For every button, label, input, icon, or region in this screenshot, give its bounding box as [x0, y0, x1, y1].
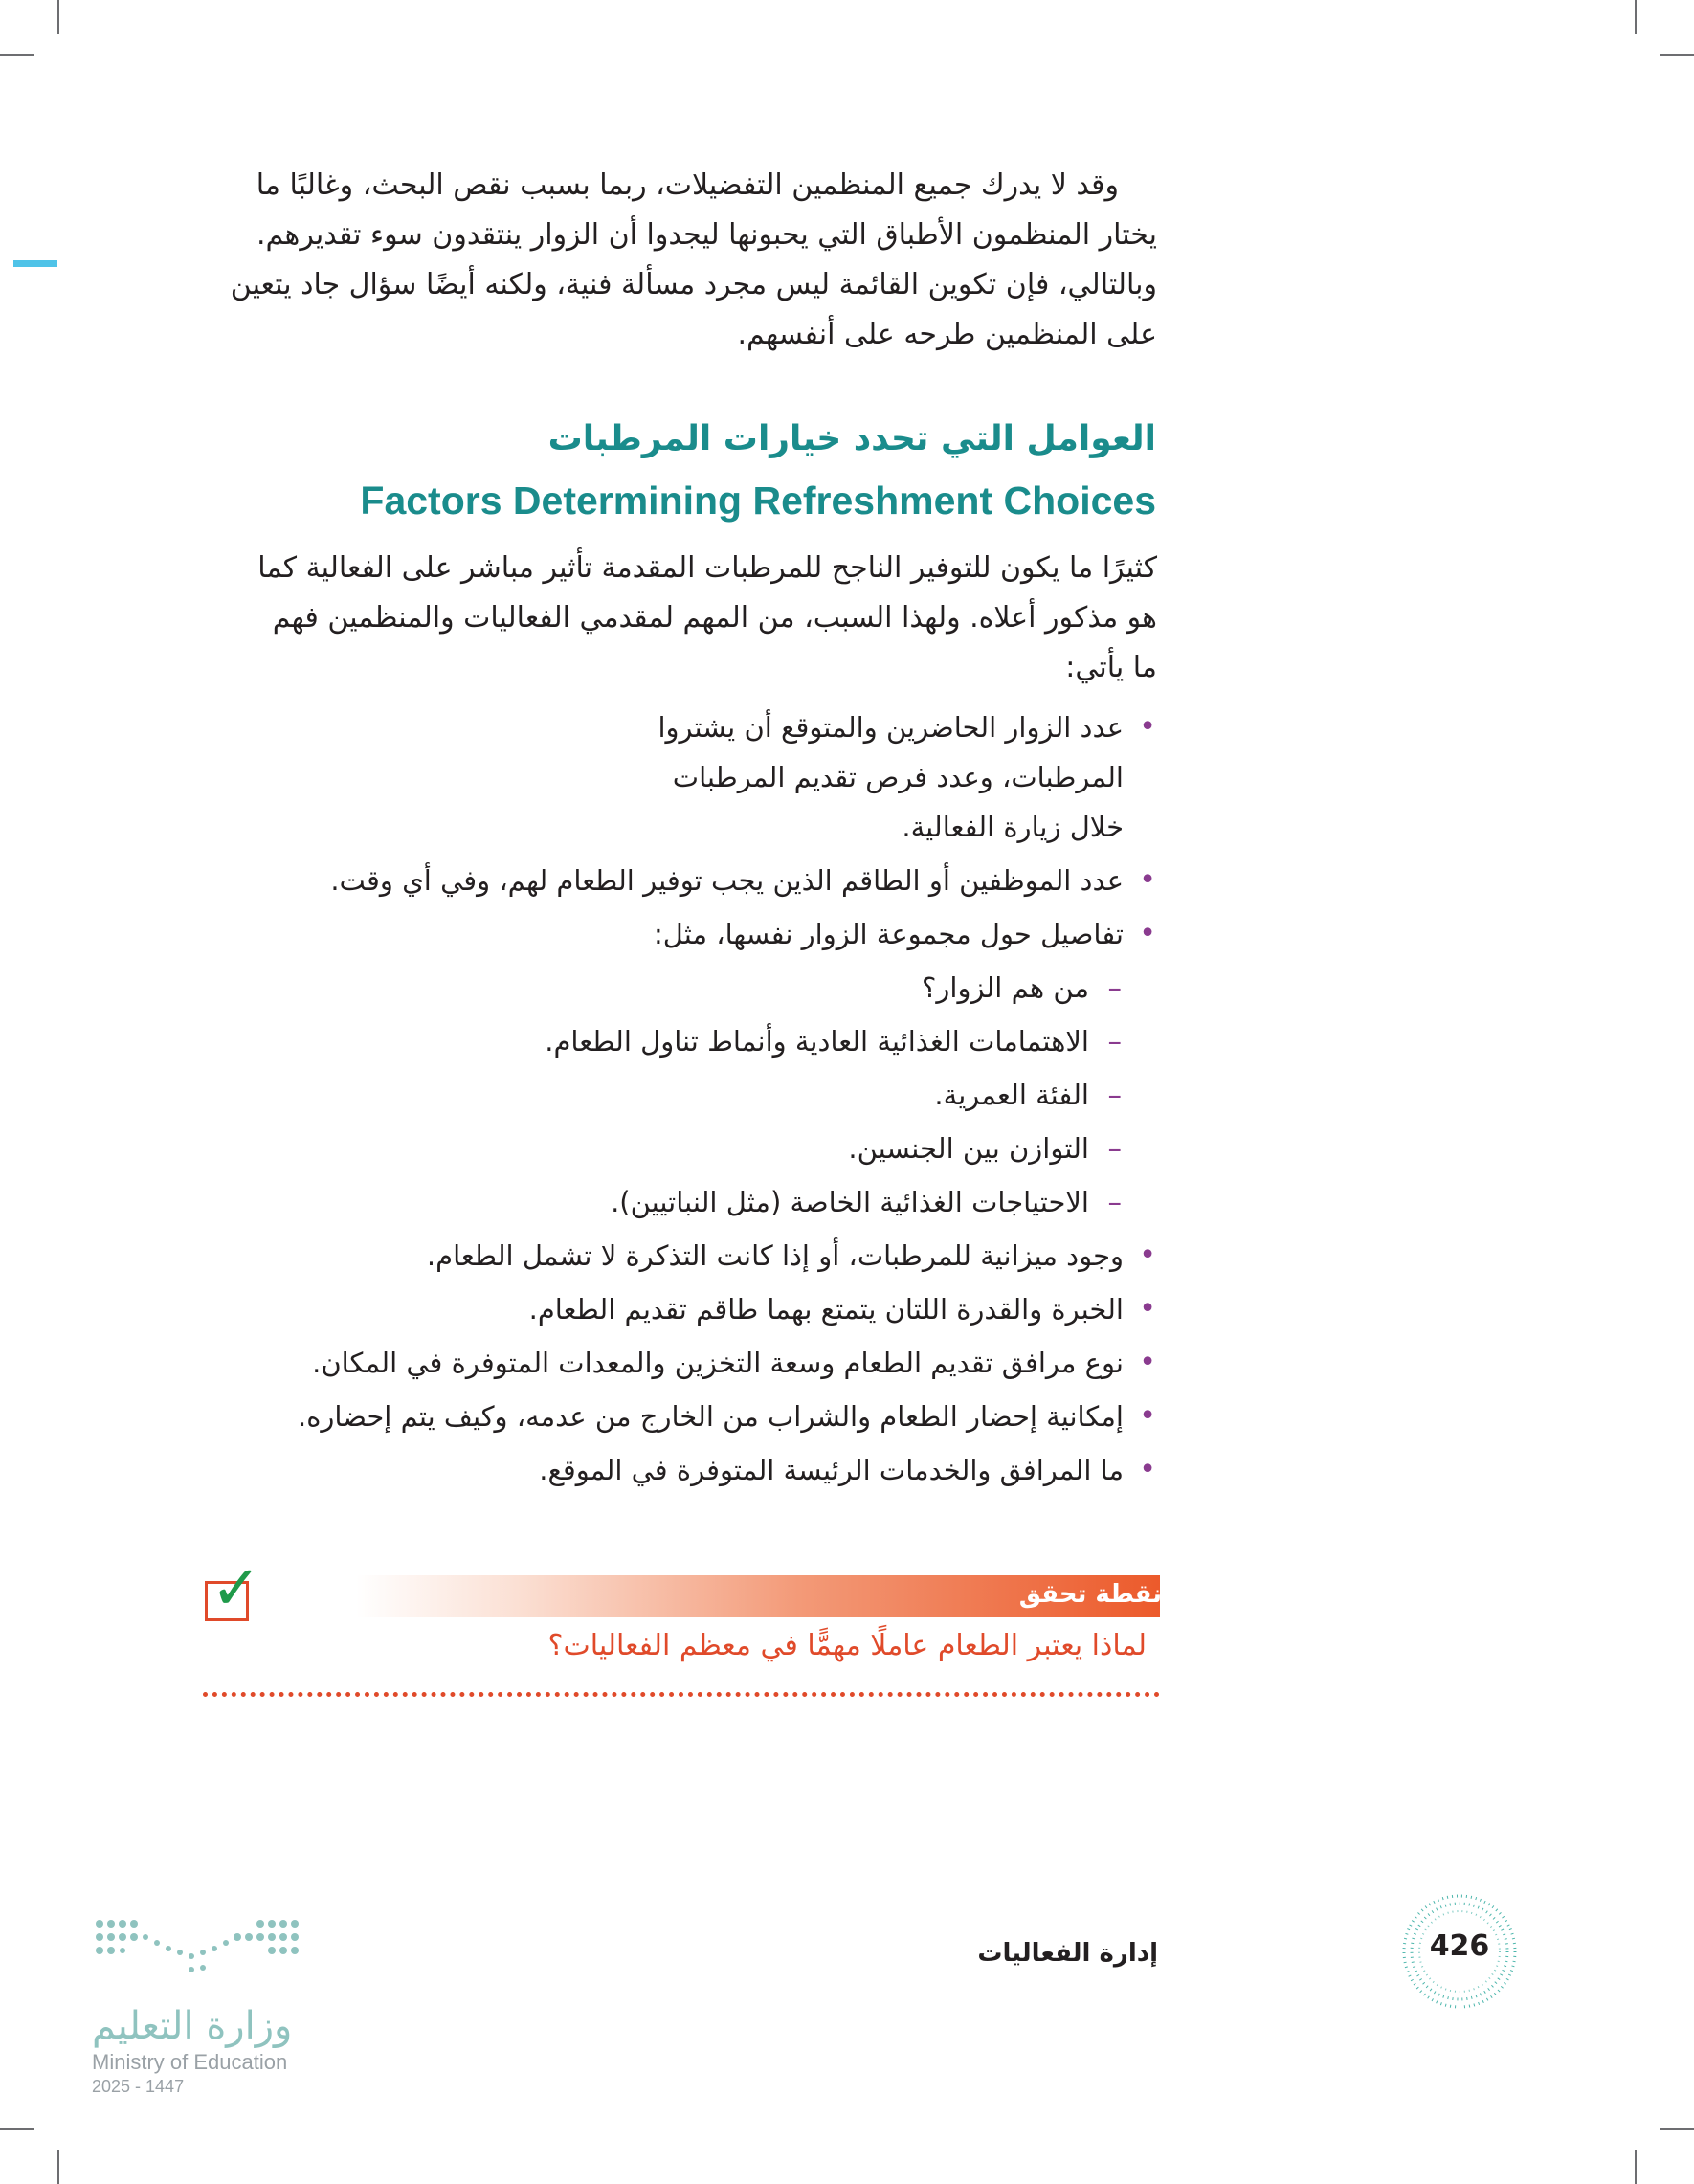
sub-list-item [200, 963, 1158, 1013]
list-item [200, 1284, 1158, 1334]
crop-mark [1635, 0, 1637, 34]
list-item [200, 702, 1158, 852]
intro-line: وقد لا يدرك جميع المنظمين التفضيلات، ربما بسبب نقص البحث، وغالبًا ما [256, 168, 1119, 202]
dash-icon: – [1107, 971, 1122, 1004]
bullet-icon: • [1139, 1399, 1156, 1433]
bullet-icon: • [1139, 1453, 1156, 1486]
crop-mark [57, 2150, 59, 2184]
factors-list [200, 702, 1158, 1499]
list-item-text: وجود ميزانية للمرطبات، أو إذا كانت التذكرة لا تشمل الطعام. [426, 1239, 1124, 1272]
list-item [200, 1338, 1158, 1388]
bullet-icon: • [1139, 863, 1156, 897]
list-item-text: الخبرة والقدرة اللتان يتمتع بهما طاقم تقديم الطعام. [528, 1293, 1124, 1326]
list-item-text: عدد الزوار الحاضرين والمتوقع أن يشتروا المرطبات، وعدد فرص تقديم المرطبات خلال زيارة الفعالية. [658, 711, 1124, 843]
dash-icon: – [1107, 1186, 1122, 1218]
crop-mark [0, 2128, 34, 2130]
sub-list-item-text: الاحتياجات الغذائية الخاصة (مثل النباتيين). [611, 1186, 1089, 1218]
list-item [200, 856, 1158, 905]
list-item [200, 1392, 1158, 1441]
intro-line: على المنظمين طرحه على أنفسهم. [737, 318, 1157, 351]
logo-text-english: Ministry of Education [92, 2050, 288, 2074]
page-number-badge [1399, 1891, 1520, 2012]
answer-line [203, 1692, 1160, 1697]
bullet-icon: • [1139, 1238, 1156, 1272]
intro-paragraph [199, 161, 1157, 360]
sub-list-item [200, 1070, 1158, 1120]
side-marker [13, 260, 57, 267]
sub-list-item [200, 1177, 1158, 1227]
book-title: إدارة الفعاليات [977, 1939, 1158, 1968]
sub-list-item-text: التوازن بين الجنسين. [848, 1132, 1089, 1165]
crop-mark [1635, 2150, 1637, 2184]
bullet-icon: • [1139, 1292, 1156, 1326]
list-item-text: ما المرافق والخدمات الرئيسة المتوفرة في الموقع. [539, 1454, 1124, 1486]
crop-mark [1660, 54, 1694, 56]
list-item [200, 909, 1158, 959]
page-number: 426 [1429, 1929, 1490, 1963]
list-item-text: إمكانية إحضار الطعام والشراب من الخارج من عدمه، وكيف يتم إحضاره. [297, 1400, 1124, 1433]
crop-mark [1660, 2128, 1694, 2130]
dash-icon: – [1107, 1132, 1122, 1165]
dash-icon: – [1107, 1079, 1122, 1111]
list-item-text: تفاصيل حول مجموعة الزوار نفسها، مثل: [654, 918, 1124, 950]
list-item [200, 1231, 1158, 1281]
sub-list-item [200, 1016, 1158, 1066]
ministry-logo-icon [92, 1914, 302, 1981]
section-line: هو مذكور أعلاه. ولهذا السبب، من المهم لمقدمي الفعاليات والمنظمين فهم [272, 601, 1157, 635]
logo-year: 2025 - 1447 [92, 2077, 185, 2096]
crop-mark [0, 54, 34, 56]
list-item-text: نوع مرافق تقديم الطعام وسعة التخزين والمعدات المتوفرة في المكان. [312, 1347, 1124, 1379]
checkmark-icon: ✓ [211, 1553, 262, 1624]
bullet-icon: • [1139, 710, 1156, 744]
checkpoint-question: لماذا يعتبر الطعام عاملًا مهمًّا في معظم الفعاليات؟ [547, 1629, 1147, 1662]
section-line: ما يأتي: [1065, 651, 1157, 684]
crop-mark [57, 0, 59, 34]
sub-list-item [200, 1124, 1158, 1173]
logo-text-arabic: وزارة التعليم [92, 2004, 293, 2048]
sub-list-item-text: الفئة العمرية. [934, 1079, 1089, 1111]
bullet-icon: • [1139, 917, 1156, 950]
sub-list-item-text: الاهتمامات الغذائية العادية وأنماط تناول الطعام. [545, 1025, 1089, 1058]
section-heading-english: Factors Determining Refreshment Choices [360, 479, 1156, 523]
checkpoint-label: نقطة تحقق [1018, 1580, 1162, 1609]
sub-list-item-text: من هم الزوار؟ [922, 971, 1089, 1004]
section-heading-arabic: العوامل التي تحدد خيارات المرطبات [547, 419, 1156, 458]
section-paragraph [199, 544, 1157, 693]
intro-line: وبالتالي، فإن تكوين القائمة ليس مجرد مسألة فنية، ولكنه أيضًا سؤال جاد يتعين [230, 268, 1157, 301]
bullet-icon: • [1139, 1346, 1156, 1379]
dash-icon: – [1107, 1025, 1122, 1058]
list-item-text: عدد الموظفين أو الطاقم الذين يجب توفير الطعام لهم، وفي أي وقت. [330, 864, 1124, 897]
list-item [200, 1445, 1158, 1495]
section-line: كثيرًا ما يكون للتوفير الناجح للمرطبات المقدمة تأثير مباشر على الفعالية كما [257, 551, 1157, 585]
intro-line: يختار المنظمون الأطباق التي يحبونها ليجدوا أن الزوار ينتقدون سوء تقديرهم. [256, 218, 1157, 252]
